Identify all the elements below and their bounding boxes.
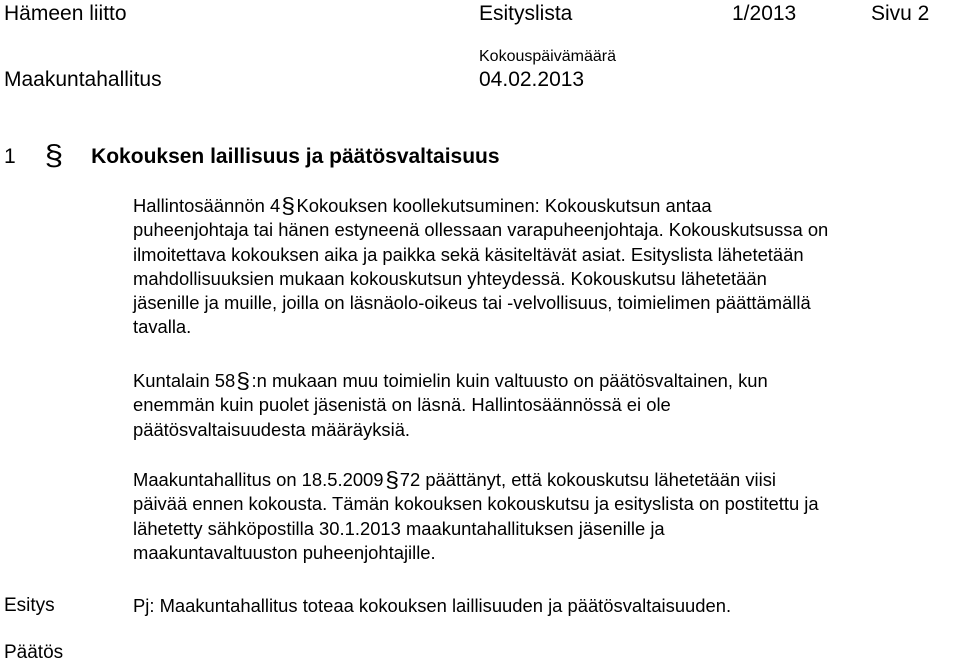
section-sign: § — [44, 140, 63, 172]
text: 72 päättänyt, että kokouskutsu lähetetään viisi — [399, 469, 776, 490]
text: Maakuntahallitus on 18.5.2009 — [133, 469, 384, 490]
body-name: Maakuntahallitus — [4, 68, 162, 91]
meeting-date-label: Kokouspäivämäärä — [479, 48, 616, 65]
text: :n mukaan muu toimielin kuin valtuusto on päätösvaltainen, kun — [251, 370, 768, 391]
text: Kuntalain 58 — [133, 370, 236, 391]
text-line: ilmoitettava kokouksen aika ja paikka sekä käsiteltävät asiat. Esityslista lähetetään — [133, 243, 804, 265]
text-line: maakuntavaltuuston puheenjohtajille. — [133, 541, 436, 563]
paragraph-2 — [133, 369, 953, 442]
text-line: jäsenille ja muille, joilla on läsnäolo-oikeus tai -velvollisuus, toimielimen päättämällä — [133, 292, 811, 314]
text-line: puheenjohtaja tai hänen estyneenä ollessaan varapuheenjohtaja. Kokouskutsussa on — [133, 219, 829, 241]
text-line: mahdollisuuksien mukaan kokouskutsun yhteydessä. Kokouskutsu lähetetään — [133, 267, 767, 289]
text-line: tavalla. — [133, 316, 192, 338]
section-sign: § — [384, 466, 399, 492]
paragraph-1 — [133, 194, 953, 340]
text-line: enemmän kuin puolet jäsenistä on läsnä. Hallintosäännössä ei ole — [133, 394, 671, 416]
proposal-text: Pj: Maakuntahallitus toteaa kokouksen laillisuuden ja päätösvaltaisuuden. — [133, 595, 732, 616]
meeting-date: 04.02.2013 — [479, 68, 585, 91]
item-number: 1 — [4, 145, 16, 168]
proposal-label: Esitys — [4, 595, 55, 616]
text: Hallintosäännön 4 — [133, 195, 281, 216]
text-line: lähetetty sähköpostilla 30.1.2013 maakuntahallituksen jäsenille ja — [133, 517, 665, 539]
page-number: Sivu 2 — [871, 2, 930, 25]
organization-name: Hämeen liitto — [4, 2, 127, 25]
text-line: päivää ennen kokousta. Tämän kokouksen kokouskutsu ja esityslista on postitettu ja — [133, 493, 819, 515]
item-title-row — [4, 140, 500, 172]
section-sign: § — [281, 192, 296, 218]
document-type: Esityslista — [479, 2, 573, 25]
text: Kokouksen koollekutsuminen: Kokouskutsun antaa — [296, 195, 712, 216]
text-line: päätösvaltaisuudesta määräyksiä. — [133, 418, 411, 440]
document-number: 1/2013 — [732, 2, 797, 25]
paragraph-3 — [133, 468, 953, 565]
item-title: Kokouksen laillisuus ja päätösvaltaisuus — [91, 145, 500, 168]
section-sign: § — [236, 367, 251, 393]
decision-label: Päätös — [4, 642, 64, 663]
